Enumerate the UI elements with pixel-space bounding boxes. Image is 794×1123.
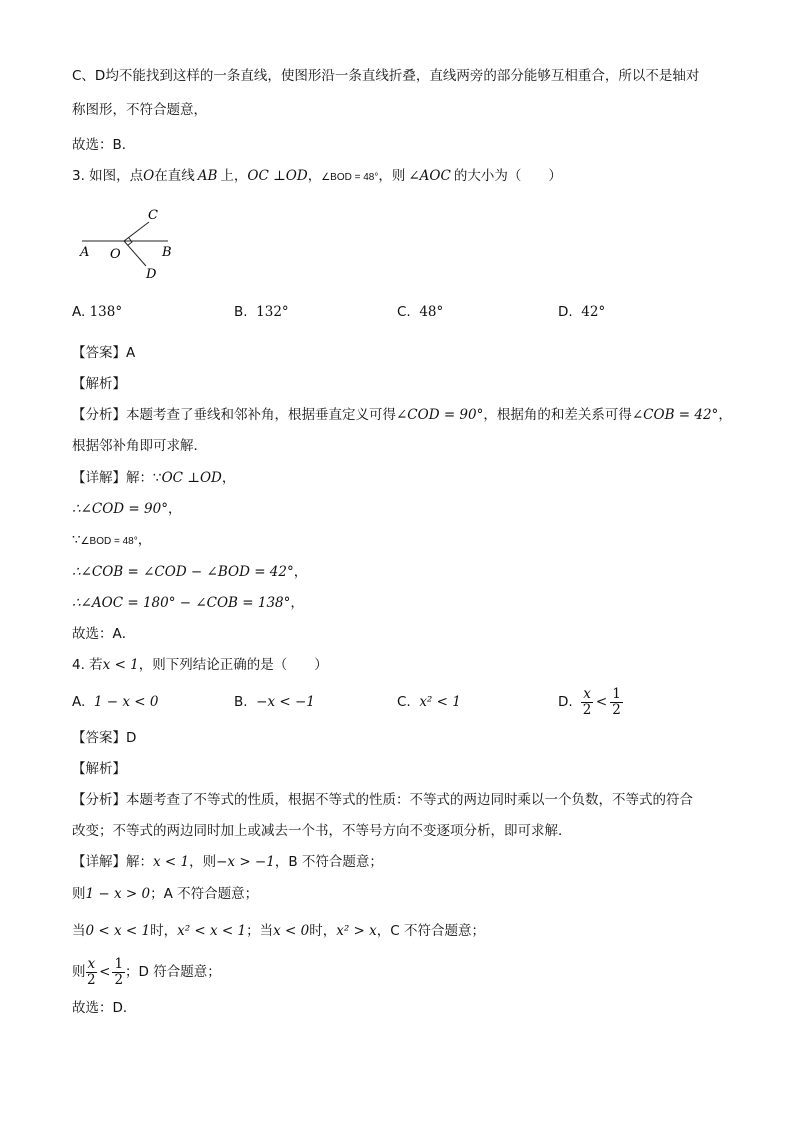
analysis-line: 改变；不等式的两边同时加上或减去一个书，不等号方向不变逐项分析，即可求解． [72, 823, 572, 839]
math-expr: ∴∠COD = 90° [72, 501, 168, 517]
step-line [72, 954, 221, 990]
answer-line [72, 343, 135, 363]
denominator: 2 [114, 971, 124, 988]
math-expr: x² > x [336, 923, 377, 939]
analysis-text: ，根据角的和差关系可得 [483, 407, 632, 423]
option-b [234, 692, 315, 712]
option-letter: D. [558, 694, 573, 710]
math-expr: x < 0 [273, 923, 310, 939]
step-line [72, 884, 258, 904]
fenxi-tag: 【分析】 [72, 407, 126, 423]
numerator: 1 [114, 955, 124, 972]
math-expr: 1 − x > 0 [85, 886, 151, 902]
numerator: x [583, 685, 591, 702]
numerator: x [87, 955, 96, 972]
answer-tag: 【答案】 [72, 730, 126, 746]
stem-text: 4. 若 [72, 657, 103, 673]
stem-text: ， [307, 168, 322, 184]
analysis-line: 根据邻补角即可求解． [72, 438, 207, 454]
stem-text: ，则下列结论正确的是（ ） [138, 657, 328, 673]
analysis-text: 本题考查了垂线和邻补角，根据垂直定义可得 [126, 407, 396, 423]
text-line: C、D均不能找到这样的一条直线，使图形沿一条直线折叠，直线两旁的部分能够互相重合，所以不是轴对 [72, 68, 700, 84]
option-letter: B. [234, 304, 248, 320]
detail-text: 则 [72, 964, 86, 980]
option-value: 1 − x < 0 [93, 694, 159, 710]
math-expr: x < 1 [102, 657, 139, 673]
analysis-text: 本题考查了不等式的性质，根据不等式的性质：不等式的两边同时乘以一个负数，不等式的符合 [126, 792, 693, 808]
detail-text: ， [293, 564, 308, 580]
answer-value: A [126, 345, 136, 361]
label-d: D [146, 267, 157, 282]
math-expr: x < 1 [153, 854, 190, 870]
step-line [72, 530, 151, 552]
detail-text: ， [221, 470, 236, 486]
option-c [397, 692, 461, 712]
math-expr: ∴∠COB = ∠COD − ∠BOD = 42° [72, 564, 294, 580]
fraction [112, 957, 125, 988]
answer-line [72, 728, 136, 748]
less-than: < [595, 694, 608, 710]
stem-text: ，则 [378, 168, 406, 184]
stem-text: 的大小为（ ） [453, 168, 562, 184]
detail-text: ，C 不符合题意； [376, 923, 485, 939]
point-o: O [143, 168, 155, 184]
fraction [581, 687, 593, 718]
denominator: 2 [582, 701, 592, 718]
perp-condition: OC ⊥OD [247, 168, 308, 184]
geometry-figure [76, 204, 186, 282]
option-value: 132° [256, 304, 289, 320]
choice-line: 故选：B． [72, 137, 136, 153]
choice-line: 故选：D． [72, 1000, 137, 1016]
label-b: B [162, 245, 172, 260]
label-o: O [110, 247, 121, 262]
option-b [234, 302, 289, 322]
option-a [72, 692, 158, 712]
step-line [72, 593, 304, 613]
answer-value: D [126, 730, 137, 746]
detail-text: 解：∵ [126, 470, 162, 486]
detail-text: 则 [72, 886, 86, 902]
detail-text: ，B 不符合题意； [274, 854, 383, 870]
detail-text: ， [137, 532, 152, 548]
line-ab: AB [197, 168, 218, 184]
label-c: C [148, 208, 158, 223]
step-line [72, 921, 485, 941]
detail-text: 解： [126, 854, 153, 870]
stem-text: 在直线 [154, 168, 195, 184]
detail-text: ；当 [246, 923, 274, 939]
denominator: 2 [87, 971, 96, 988]
stem-text: 3. 如图，点 [72, 168, 144, 184]
math-expr: x² < x < 1 [177, 923, 247, 939]
detail-line [72, 852, 383, 872]
detail-text: ， [167, 501, 182, 517]
analysis-heading: 【解析】 [72, 376, 126, 392]
option-letter: A. [72, 694, 86, 710]
math-expr: ∴∠AOC = 180° − ∠COB = 138° [72, 595, 291, 611]
detail-text: ， [290, 595, 304, 611]
math-expr: OC ⊥OD [161, 470, 222, 486]
option-letter: D. [558, 304, 573, 320]
option-c [397, 302, 443, 322]
fraction [610, 687, 623, 718]
detail-text: ，则 [189, 854, 217, 870]
option-letter: C. [397, 694, 411, 710]
stem-text: 上， [220, 168, 248, 184]
angle-bod: ∠BOD = 48° [321, 172, 379, 183]
option-letter: A. [72, 304, 86, 320]
detail-text: 当 [72, 923, 86, 939]
less-than: < [99, 964, 111, 980]
option-value: −x < −1 [256, 694, 315, 710]
option-letter: C. [397, 304, 411, 320]
ray-od [124, 241, 146, 266]
analysis-line [72, 790, 693, 810]
answer-tag: 【答案】 [72, 345, 126, 361]
detail-text: ；D 符合题意； [125, 964, 221, 980]
question-4-stem [72, 655, 328, 675]
angle-aoc: ∠AOC [408, 168, 451, 184]
analysis-line [72, 405, 732, 425]
analysis-text: ， [718, 407, 732, 423]
fenxi-tag: 【分析】 [72, 792, 126, 808]
numerator: 1 [612, 685, 621, 702]
question-3-stem [72, 166, 562, 188]
option-value: 138° [89, 304, 123, 320]
math-expr: −x > −1 [216, 854, 275, 870]
fraction [86, 957, 98, 988]
choice-line: 故选：A． [72, 626, 136, 642]
option-value: 42° [581, 304, 606, 320]
detail-text: 时， [150, 923, 178, 939]
denominator: 2 [612, 701, 621, 718]
detail-tag: 【详解】 [72, 854, 126, 870]
math-expr: ∠COB = 42° [631, 407, 719, 423]
ray-oc [124, 222, 149, 241]
math-expr: ∠COD = 90° [396, 407, 484, 423]
angle-bod: ∠BOD = 48° [80, 536, 138, 547]
option-a [72, 302, 122, 322]
math-symbol: ∵ [72, 532, 81, 548]
step-line [72, 562, 307, 582]
option-d [558, 684, 623, 720]
detail-text: 时， [309, 923, 337, 939]
detail-text: ；A 不符合题意； [150, 886, 259, 902]
step-line [72, 499, 181, 519]
detail-tag: 【详解】 [72, 470, 126, 486]
math-expr: 0 < x < 1 [85, 923, 151, 939]
option-letter: B. [234, 694, 248, 710]
option-value: 48° [419, 304, 444, 320]
detail-line [72, 468, 235, 488]
label-a: A [80, 245, 90, 260]
option-value: x² < 1 [419, 694, 461, 710]
option-d [558, 302, 605, 322]
analysis-heading: 【解析】 [72, 761, 126, 777]
text-line: 称图形，不符合题意， [72, 102, 207, 118]
